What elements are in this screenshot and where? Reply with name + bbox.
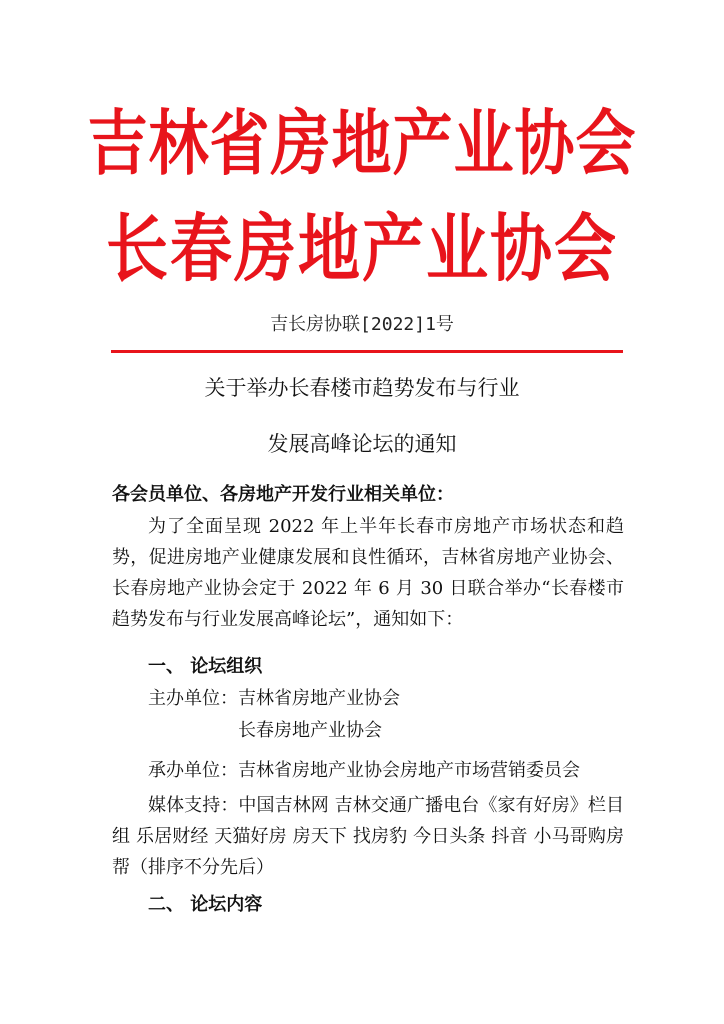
salutation: 各会员单位、各房地产开发行业相关单位： [112,484,454,505]
organizer-unit: 承办单位：吉林省房地产业协会房地产市场营销委员会 [148,760,580,781]
notice-title-line-1: 关于举办长春楼市趋势发布与行业 [204,376,520,400]
issuing-org-line-2: 长春房地产业协会 [105,205,618,292]
section-1-heading: 一、 论坛组织 [148,656,263,677]
document-number: 吉长房协联[2022]1号 [270,314,454,335]
notice-title-line-2: 发展高峰论坛的通知 [267,432,457,456]
red-divider-line [111,350,623,353]
host-unit-second: 长春房地产业协会 [238,720,382,741]
host-units: 主办单位：吉林省房地产业协会 [148,688,400,709]
issuing-org-line-1: 吉林省房地产业协会 [87,103,637,186]
media-support-paragraph: 媒体支持：中国吉林网 吉林交通广播电台《家有好房》栏目组 乐居财经 天猫好房 房天下 找房豹 今日头条 抖音 小马哥购房帮（排序不分先后） [112,795,624,878]
intro-paragraph: 为了全面呈现 2022 年上半年长春市房地产市场状态和趋势，促进房地产业健康发展和良性循环，吉林省房地产业协会、长春房地产业协会定于 2022 年 6 月 30 日联合举办“长春楼市趋势发布与行业发展高峰论坛”，通知如下： [112,516,624,630]
section-2-heading: 二、 论坛内容 [148,894,263,915]
